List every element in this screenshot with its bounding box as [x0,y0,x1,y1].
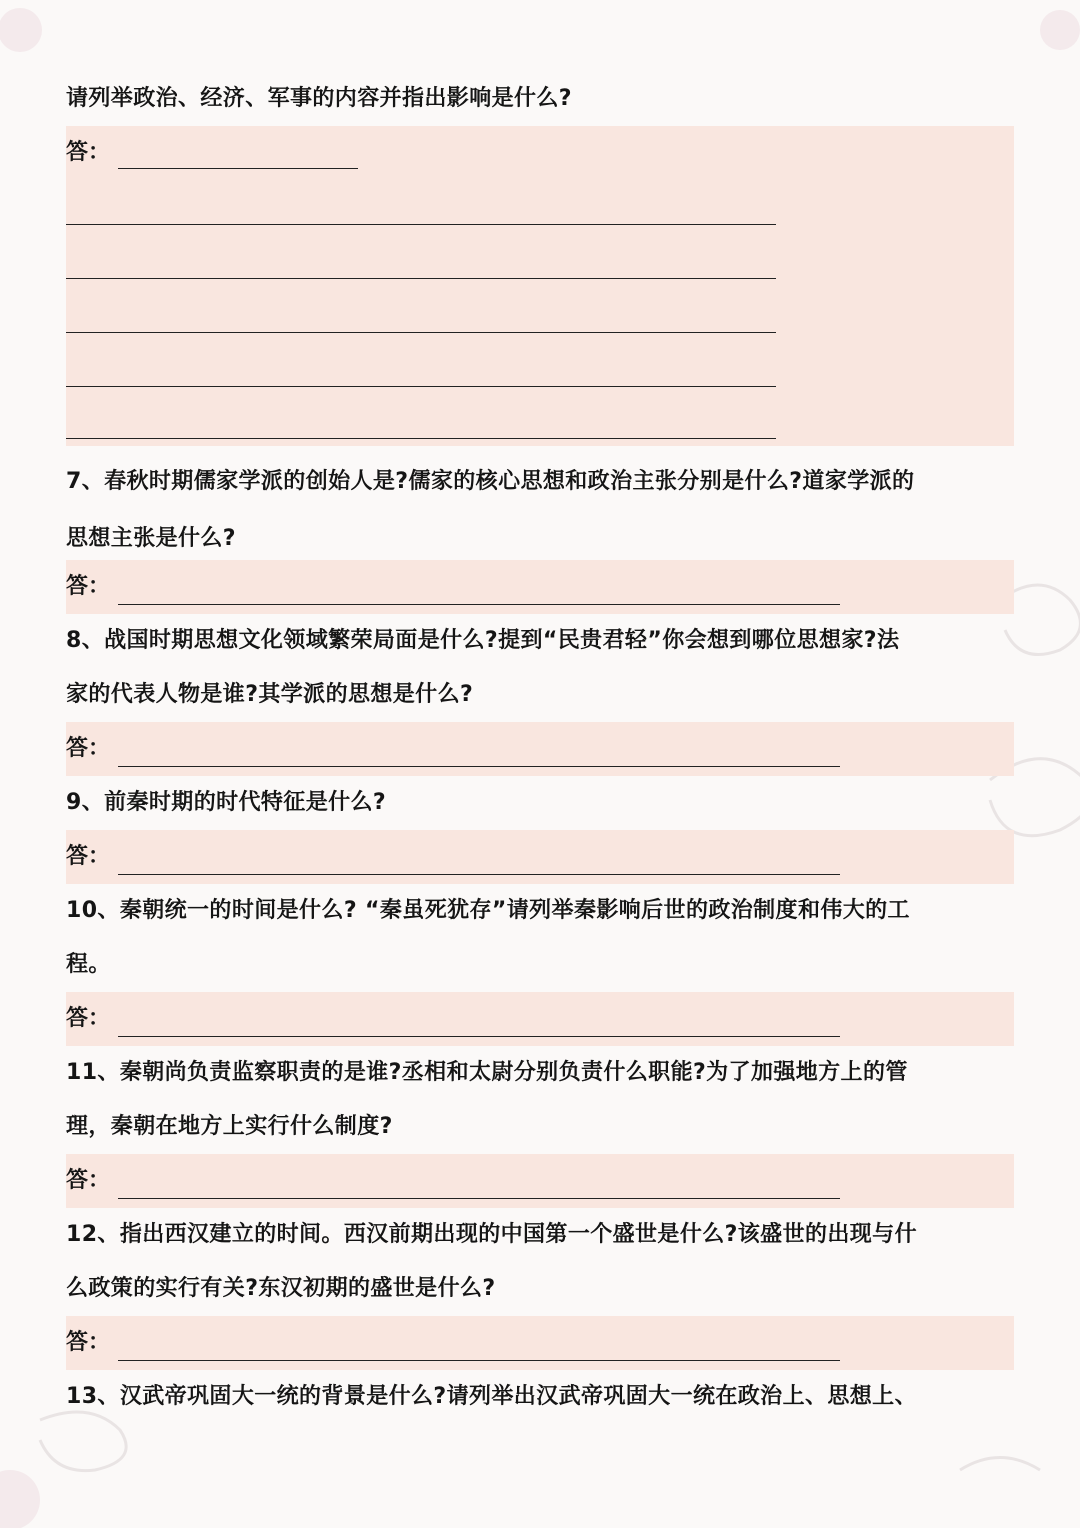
intro-question-text: 请列举政治、经济、军事的内容并指出影响是什么? [66,86,572,111]
question-7-line-1: 7、春秋时期儒家学派的创始人是?儒家的核心思想和政治主张分别是什么?道家学派的 [66,469,915,494]
answer-block-8 [66,722,1014,776]
answer-row[interactable] [66,1316,1014,1370]
blank-answer-line[interactable] [66,288,1014,342]
question-10-line-1: 10、秦朝统一的时间是什么? “秦虽死犹存”请列举秦影响后世的政治制度和伟大的工 [66,898,910,923]
question-8-line-2: 家的代表人物是谁?其学派的思想是什么? [66,682,474,707]
answer-underline [118,1036,840,1037]
blank-answer-line[interactable] [66,234,1014,288]
answer-block-10 [66,992,1014,1046]
answer-label: 答： [66,1168,111,1193]
question-12-line-1: 12、指出西汉建立的时间。西汉前期出现的中国第一个盛世是什么?该盛世的出现与什 [66,1222,917,1247]
answer-label: 答： [66,1330,111,1355]
answer-row[interactable] [66,992,1014,1046]
underline [66,438,776,439]
answer-underline [118,168,358,169]
underline [66,278,776,279]
answer-block-11 [66,1154,1014,1208]
answer-label: 答： [66,140,111,165]
blank-answer-line[interactable] [66,180,1014,234]
underline [66,332,776,333]
blank-answer-line[interactable] [66,342,1014,396]
question-9-line-1: 9、前秦时期的时代特征是什么? [66,790,387,815]
answer-row[interactable] [66,126,1014,180]
answer-underline [118,604,840,605]
answer-block-12 [66,1316,1014,1370]
answer-underline [118,1198,840,1199]
answer-block-7 [66,560,1014,614]
question-11-line-2: 理，秦朝在地方上实行什么制度? [66,1114,393,1139]
answer-underline [118,1360,840,1361]
question-8-line-1: 8、战国时期思想文化领域繁荣局面是什么?提到“民贵君轻”你会想到哪位思想家?法 [66,628,900,653]
answer-underline [118,766,840,767]
worksheet [66,72,1014,1424]
answer-label: 答： [66,736,111,761]
answer-underline [118,874,840,875]
answer-block-9 [66,830,1014,884]
question-12-line-2: 么政策的实行有关?东汉初期的盛世是什么? [66,1276,496,1301]
underline [66,386,776,387]
blank-answer-line[interactable] [66,396,1014,446]
answer-label: 答： [66,1006,111,1031]
answer-row[interactable] [66,830,1014,884]
question-13-line-1: 13、汉武帝巩固大一统的背景是什么?请列举出汉武帝巩固大一统在政治上、思想上、 [66,1384,917,1409]
question-7-line-2: 思想主张是什么? [66,526,236,551]
answer-label: 答： [66,574,111,599]
underline [66,224,776,225]
answer-row[interactable] [66,1154,1014,1208]
answer-label: 答： [66,844,111,869]
question-10-line-2: 程。 [66,952,111,977]
question-11-line-1: 11、秦朝尚负责监察职责的是谁?丞相和太尉分别负责什么职能?为了加强地方上的管 [66,1060,908,1085]
answer-block-intro [66,126,1014,446]
answer-row[interactable] [66,560,1014,614]
answer-row[interactable] [66,722,1014,776]
